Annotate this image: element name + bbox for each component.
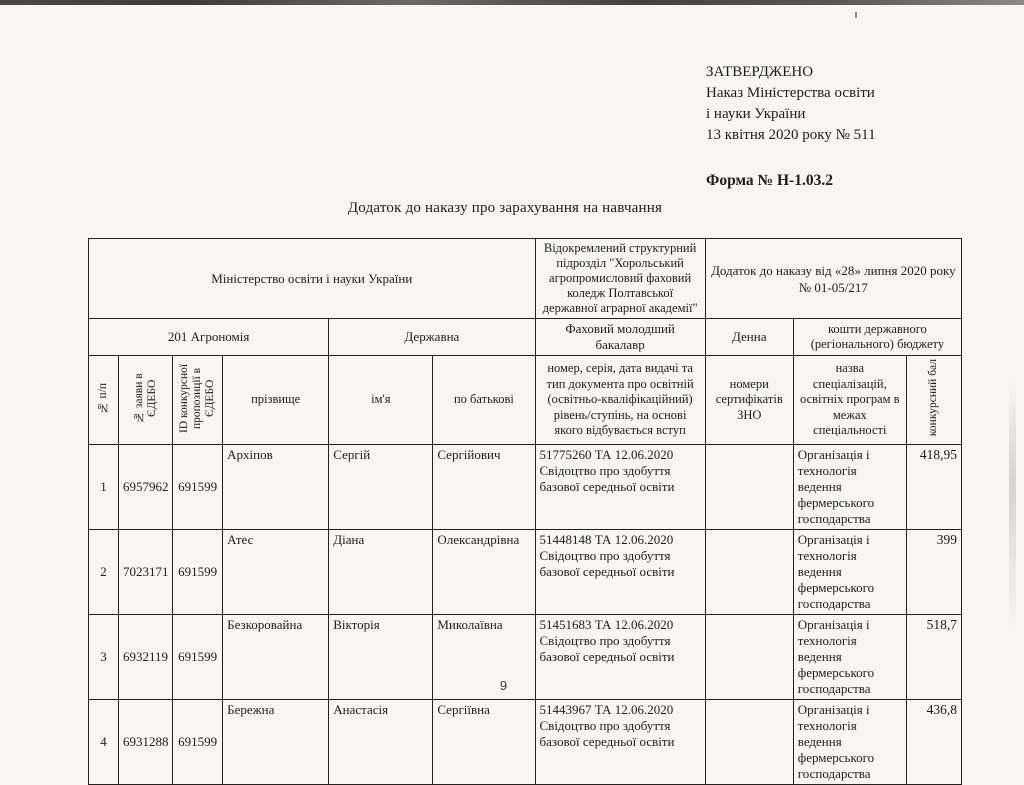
- cell-score: 436,8: [906, 700, 961, 785]
- header-study-form: Денна: [705, 319, 793, 356]
- col-header-first-name: ім'я: [329, 356, 433, 445]
- cell-proposal-id: 691599: [173, 700, 223, 785]
- col-header-program: назва спеціалізацій, освітніх програм в межах спеціальності: [793, 356, 906, 445]
- approval-order-date: 13 квітня 2020 року № 511: [706, 127, 876, 143]
- cell-document: 51443967 ТА 12.06.2020 Свідоцтво про здобуття базової середньої освіти: [535, 700, 705, 785]
- cell-document: 51448148 ТА 12.06.2020 Свідоцтво про здобуття базової середньої освіти: [535, 530, 705, 615]
- cell-application-id: 6932119: [119, 615, 173, 700]
- scan-artifact-right-smudge: [1009, 380, 1016, 630]
- approval-block: [706, 62, 1006, 191]
- order-ref-line1: Додаток до наказу від «28» липня 2020 року: [711, 262, 956, 278]
- approval-order-line2: і науки України: [706, 106, 806, 122]
- col-header-zno: номери сертифікатів ЗНО: [705, 356, 793, 445]
- cell-document: 51451683 ТА 12.06.2020 Свідоцтво про здобуття базової середньої освіти: [535, 615, 705, 700]
- cell-patronymic: Сергіївна: [433, 700, 535, 785]
- cell-patronymic: Олександрівна: [433, 530, 535, 615]
- col-header-surname: прізвище: [223, 356, 329, 445]
- cell-surname: Архіпов: [223, 445, 329, 530]
- cell-surname: Бережна: [223, 700, 329, 785]
- approval-order-line1: Наказ Міністерства освіти: [706, 85, 875, 101]
- page-number: 9: [499, 678, 508, 693]
- order-ref-line2: № 01-05/217: [798, 279, 868, 295]
- header-row-program: [89, 319, 962, 356]
- cell-patronymic: Миколаївна: [433, 615, 535, 700]
- cell-program: Організація і технологія ведення фермерського господарства: [793, 615, 906, 700]
- cell-score: 518,7: [906, 615, 961, 700]
- cell-patronymic: Сергійович: [433, 445, 535, 530]
- cell-score: 399: [906, 530, 961, 615]
- cell-first-name: Вікторія: [329, 615, 433, 700]
- col-header-score: конкурсний бал: [906, 356, 961, 445]
- cell-proposal-id: 691599: [173, 445, 223, 530]
- table-body: [89, 239, 962, 785]
- header-degree: Фаховий молодший бакалавр: [535, 319, 705, 356]
- cell-zno: [705, 700, 793, 785]
- cell-program: Організація і технологія ведення фермерського господарства: [793, 700, 906, 785]
- table-row: [89, 700, 962, 785]
- form-number: Форма № Н-1.03.2: [706, 172, 833, 189]
- cell-zno: [705, 445, 793, 530]
- header-ministry: Міністерство освіти і науки України: [89, 239, 536, 319]
- cell-num: 4: [89, 700, 119, 785]
- scan-artifact-top-edge: [0, 0, 1024, 5]
- cell-num: 1: [89, 445, 119, 530]
- cell-zno: [705, 530, 793, 615]
- cell-score: 418,95: [906, 445, 961, 530]
- col-header-patronymic: по батькові: [433, 356, 535, 445]
- cell-document: 51775260 ТА 12.06.2020 Свідоцтво про здобуття базової середньої освіти: [535, 445, 705, 530]
- header-institution: Відокремлений структурний підрозділ "Хорольський агропромисловий фаховий коледж Полтавської державної аграрної академії": [535, 239, 705, 319]
- col-header-proposal-id: ID конкурсної пропозиції в ЄДЕБО: [173, 356, 223, 445]
- cell-application-id: 6957962: [119, 445, 173, 530]
- header-ownership: Державна: [329, 319, 535, 356]
- col-header-application-id: № заяви в ЄДЕБО: [119, 356, 173, 445]
- col-header-document: номер, серія, дата видачі та тип документа про освітній (освітньо-кваліфікаційний) рівень/ступінь, на основі якого відбувається вступ: [535, 356, 705, 445]
- header-row-columns: [89, 356, 962, 445]
- header-row-institution: [89, 239, 962, 319]
- table-row: [89, 530, 962, 615]
- cell-num: 2: [89, 530, 119, 615]
- cell-program: Організація і технологія ведення фермерського господарства: [793, 445, 906, 530]
- cell-proposal-id: 691599: [173, 615, 223, 700]
- col-header-num: № п/п: [89, 356, 119, 445]
- cell-surname: Безкоровайна: [223, 615, 329, 700]
- cell-proposal-id: 691599: [173, 530, 223, 615]
- table-row: [89, 445, 962, 530]
- cell-first-name: Сергій: [329, 445, 433, 530]
- document-title: Додаток до наказу про зарахування на навчання: [347, 200, 663, 216]
- header-funding: кошти державного (регіонального) бюджету: [793, 319, 961, 356]
- cell-first-name: Анастасія: [329, 700, 433, 785]
- cell-surname: Атес: [223, 530, 329, 615]
- cell-num: 3: [89, 615, 119, 700]
- scan-speck: [855, 12, 857, 18]
- cell-application-id: 7023171: [119, 530, 173, 615]
- header-order-ref: [705, 239, 961, 319]
- cell-first-name: Діана: [329, 530, 433, 615]
- header-specialty: 201 Агрономія: [89, 319, 329, 356]
- cell-program: Організація і технологія ведення фермерського господарства: [793, 530, 906, 615]
- approval-stamp-label: ЗАТВЕРДЖЕНО: [706, 64, 814, 80]
- cell-application-id: 6931288: [119, 700, 173, 785]
- enrollment-table: [88, 238, 962, 785]
